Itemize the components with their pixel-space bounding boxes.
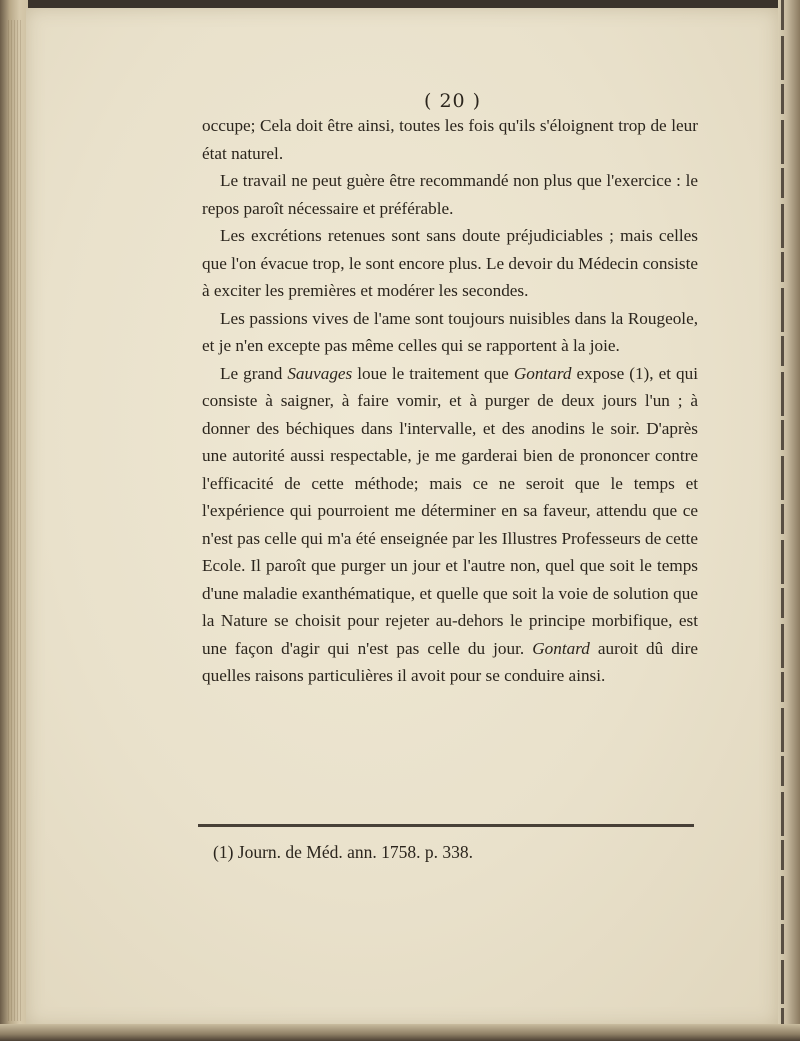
paragraph (202, 305, 698, 360)
paragraph-text: Le grand (220, 363, 288, 383)
paragraph (202, 112, 698, 167)
footnote-rule (198, 824, 694, 827)
book-fore-edge (778, 0, 800, 1041)
paragraph-text: loue le traitement que (352, 363, 514, 383)
paragraph-text: auroit dû dire quelles raisons particulières il avoit pour se conduire ainsi. (202, 638, 699, 685)
paragraph (202, 167, 698, 222)
book-gutter-edge (0, 0, 28, 1041)
paragraph-text: Les excrétions retenues sont sans doute préjudiciables ; mais celles que l'on évacue trop, le sont encore plus. Le devoir du Médecin consiste à exciter les premières et modérer les secondes. (202, 226, 698, 300)
paragraph (202, 360, 698, 690)
paragraph (202, 222, 698, 305)
page-number: ( 20 ) (424, 90, 482, 112)
italic-name: Gontard (513, 363, 572, 383)
paragraph-text: Les passions vives de l'ame sont toujours nuisibles dans la Rougeole, et je n'en excepte pas même celles qui se rapportent à la joie. (202, 308, 698, 355)
footnote: (1) Journ. de Méd. ann. 1758. p. 338. (213, 842, 474, 862)
italic-name: Sauvages (287, 363, 353, 383)
book-bottom-edge (0, 1024, 800, 1041)
paragraph-text: occupe; Cela doit être ainsi, toutes les fois qu'ils s'éloignent trop de leur état naturel. (202, 116, 698, 163)
paragraph-text: expose (1), et qui consiste à saigner, à faire vomir, et à purger de deux jours l'un ; à donner des béchiques dans l'intervalle, et des anodins le soir. D'après une autorité aussi respectable, je me garderai bien de prononcer contre l'efficacité de cette méthode; mais ce ne seroit que le temps et l'expérience qui pourroient me déterminer en sa faveur, attendu que ce n'est pas celle qui m'a été enseignée par les Illustres Professeurs de cette Ecole. Il paroît que purger un jour et l'autre non, quel que soit le temps d'une maladie exanthématique, et quelle que soit la voie de solution que la Nature se choisit pour rejeter au-dehors le principe morbifique, est une façon d'agir qui n'est pas celle du jour. (202, 363, 698, 658)
paragraph-text: Le travail ne peut guère être recommandé non plus que l'exercice : le repos paroît nécessaire et préférable. (202, 171, 698, 218)
body-text (202, 112, 698, 690)
italic-name: Gontard (532, 638, 590, 658)
